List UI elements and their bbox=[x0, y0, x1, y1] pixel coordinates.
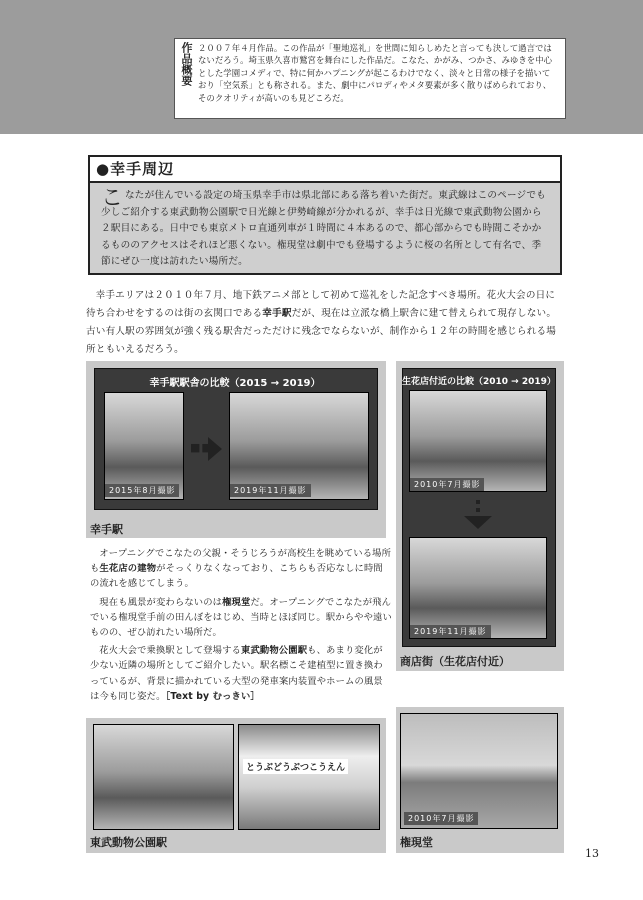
label-tobu-station: 東武動物公園駅 bbox=[90, 836, 167, 849]
label-satte-station: 幸手駅 bbox=[90, 523, 123, 536]
photo-tobu-sign bbox=[238, 724, 380, 830]
page-number: 13 bbox=[585, 847, 599, 860]
body-paragraph-4: 花火大会で乗換駅として登場する東武動物公園駅も、あまり変化が少ない近隣の場所としてご紹介したい。駅名標こそ建植型に置き換わっているが、背景に描かれている大型の発車案内装置やホームの風景は今も同じ姿だ。［Text by むっきい］ bbox=[90, 645, 383, 702]
intro-body: なたが住んでいる設定の埼玉県幸手市は県北部にある落ち着いた街だ。東武線はこのページでも少しご紹介する東武動物公園駅で日光線と伊勢崎線が分かれるが、幸手は日光線で東武動物公園から２駅目にある。日中でも東京メトロ直通列車が１時間に４本あるので、都心部からでも時間こそかかるもののアクセスはそれほど悪くない。権現堂は劇中でも登場するように桜の名所として有名で、季節にぜひ一度は訪れたい場所だ。 bbox=[101, 190, 546, 267]
bold-gongendo: 権現堂 bbox=[222, 596, 251, 608]
para1-before: 幸手エリアは２０１０年７月、地下鉄アニメ部として初めて巡礼をした記念すべき場所。花火大会の日に待ち合わせをするのは街の玄関口である bbox=[86, 290, 556, 319]
body-column bbox=[90, 546, 392, 707]
para1-bold: 幸手駅 bbox=[262, 308, 292, 319]
body-paragraph-3: 現在も風景が変わらないのは権現堂だ。オープニングでこなたが飛んでいる権現堂手前の田んぼをはじめ、当時とほぼ同じ。駅からやや遠いものの、ぜひ訪れたい場所だ。 bbox=[90, 596, 392, 639]
label-flower-shop: 商店街（生花店付近） bbox=[400, 655, 510, 668]
caption-satte-2019: 2019年11月撮影 bbox=[230, 484, 311, 497]
station-sign-text: とうぶどうぶつこうえん bbox=[243, 759, 348, 774]
arrow-down-icon bbox=[464, 516, 492, 529]
arrow-dots-a: ■■ bbox=[190, 441, 213, 454]
para1-after: だが、現在は立派な橋上駅舎に建て替えられて現存しない。古い有人駅の雰囲気が強く残る駅舎だっただけに残念でならないが、制作から１２年の時間を感じられる場所ともいえるだろう。 bbox=[86, 308, 557, 355]
text-credit: ［Text by むっきい］ bbox=[165, 690, 260, 702]
panel-satte-station-title: 幸手駅駅舎の比較（2015 → 2019） bbox=[149, 378, 321, 389]
body-paragraph-1 bbox=[86, 287, 564, 359]
arrow-right-icon bbox=[208, 437, 222, 461]
caption-flower-2010: 2010年7月撮影 bbox=[410, 478, 484, 491]
photo-flower-2010 bbox=[409, 390, 547, 492]
section-title: ●幸手周辺 bbox=[96, 160, 175, 178]
photo-tobu-platform bbox=[93, 724, 234, 830]
panel-flower-shop-title: 生花店付近の比較（2010 → 2019） bbox=[402, 377, 556, 387]
bold-tobu-station: 東武動物公園駅 bbox=[241, 645, 308, 657]
arrow-dot-1 bbox=[476, 500, 480, 504]
body-paragraph-2: オープニングでこなたの父親・そうじろうが高校生を眺めている場所も生花店の建物がそっくりなくなっており、こちらも否応なしに時間の流れを感じてしまう。 bbox=[90, 548, 392, 590]
caption-satte-2015: 2015年8月撮影 bbox=[105, 484, 179, 497]
intro-dropcap: こ bbox=[101, 186, 124, 211]
photo-flower-2019 bbox=[409, 537, 547, 639]
label-gongendo: 権現堂 bbox=[400, 836, 433, 849]
summary-text: ２００７年４月作品。この作品が「聖地巡礼」を世間に知らしめたと言っても決して過言ではないだろう。埼玉県久喜市鷲宮を舞台にした作品だ。こなた、かがみ、つかさ、みゆきを中心とした学園コメディで、特に何かハプニングが起こるわけでなく、淡々と日常の様子を描いており「空気系」とも称される。また、劇中にパロディやメタ要素が多く散りばめられており、そのクオリティが高いのも見どころだ。 bbox=[198, 43, 553, 103]
caption-flower-2019: 2019年11月撮影 bbox=[410, 625, 491, 638]
intro-text bbox=[101, 188, 551, 271]
bold-flower-shop: 生花店の建物 bbox=[99, 563, 157, 575]
caption-gongendo: 2010年7月撮影 bbox=[404, 812, 478, 825]
summary-label: 作品概要 bbox=[180, 42, 193, 86]
arrow-dot-2 bbox=[476, 508, 480, 512]
